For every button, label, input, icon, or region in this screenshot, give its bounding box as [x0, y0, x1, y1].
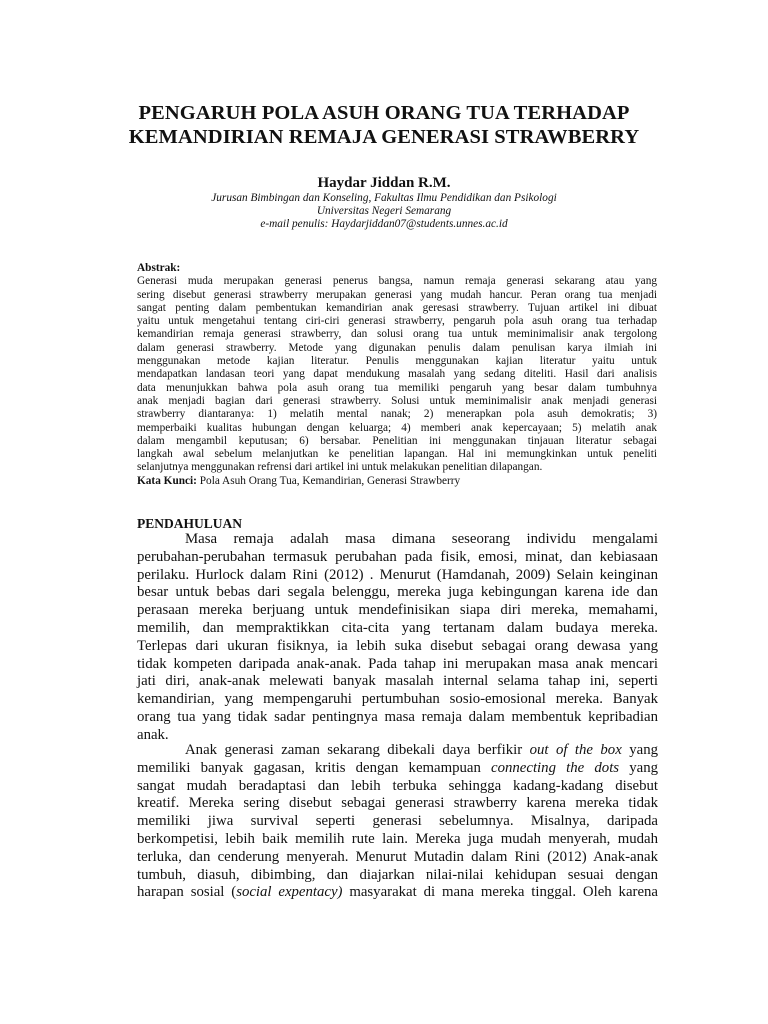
affiliation-line: Jurusan Bimbingan dan Konseling, Fakultas Ilmu Pendidikan dan Psikologi	[211, 192, 557, 204]
abstract-line: data menunjukkan bahwa pola asuh orang tua memiliki pengaruh yang besar dalam tumbuhnya	[137, 381, 657, 394]
affiliation-line: e-mail penulis: Haydarjiddan07@students.unnes.ac.id	[260, 218, 508, 230]
keywords-line	[137, 475, 657, 488]
abstract-line: dalam generasi strawberry. Metode yang digunakan penulis dalam penulisan karya ilmiah ini	[137, 341, 657, 354]
text-run: Anak generasi zaman sekarang dibekali daya berfikir	[185, 742, 530, 758]
paragraph-2	[137, 742, 658, 902]
paragraph-line: tidak kompeten daripada anak-anak. Pada tahap ini merupakan masa anak mencari	[137, 655, 658, 672]
paragraph-line: perilaku. Hurlock dalam Rini (2012) . Menurut (Hamdanah, 2009) Selain keinginan	[137, 566, 658, 583]
paragraph-line: Masa remaja adalah masa dimana seseorang individu mengalami	[185, 531, 658, 547]
abstract-text	[137, 275, 657, 474]
abstract-line: langkah awal sebelum melanjutkan ke penelitian lapangan. Hal ini memungkinkan untuk peneliti	[137, 448, 657, 461]
paragraph-1	[137, 531, 658, 745]
abstract-line: Generasi muda merupakan generasi penerus bangsa, namun remaja generasi sekarang atau yang	[137, 275, 657, 288]
paragraph-line: orang tua yang tidak sadar pentingnya masa remaja dalam membentuk kepribadian	[137, 708, 658, 725]
abstract-label: Abstrak:	[137, 262, 181, 274]
abstract-line: selanjutnya menggunakan refrensi dari artikel ini untuk melakukan penelitian dilapangan.	[137, 461, 543, 474]
keywords-label: Kata Kunci:	[137, 474, 197, 487]
abstract-line: strawberry diantaranya: 1) melatih mental nanak; 2) menerapkan pola asuh demokratis; 3)	[137, 408, 657, 421]
abstract-line: sangat penting dalam pembentukan kemandirian anak geresasi strawberry. Tujuan artikel ini dibuat	[137, 301, 657, 314]
text-run: yang	[619, 759, 659, 776]
italic-run: connecting the dots	[491, 759, 620, 776]
paragraph-line: anak.	[137, 726, 169, 743]
text-run: memiliki jiwa survival seperti generasi sebelumnya. Misalnya, daripada	[137, 813, 658, 830]
italic-run: social expentacy)	[236, 884, 343, 901]
abstract-line: mendapatkan landasan teori yang dapat mendukung masalah yang sedang diteliti. Hasil dari analisis	[137, 368, 657, 381]
text-run: memiliki banyak gagasan, kritis dengan kemampuan	[137, 759, 492, 776]
author-affiliation	[80, 192, 688, 231]
paragraph-line	[137, 849, 658, 867]
paragraph-line	[137, 831, 658, 849]
keywords-text: Pola Asuh Orang Tua, Kemandirian, Generasi Strawberry	[196, 474, 461, 487]
paper-title	[80, 101, 688, 149]
paragraph-line	[137, 742, 658, 760]
text-run: berkompetisi, lebih baik memilih rute lain. Mereka juga mudah menyerah, mudah	[137, 830, 658, 847]
abstract-line: dalam mengambil keputusan; 6) bersabar. Penelitian ini menggunakan tinjauan literatur sebagai	[137, 434, 657, 447]
abstract-line: anak menjadi bagian dari generasi strawberry. Solusi untuk meminimalisir anak menjadi generasi	[137, 394, 657, 407]
paragraph-line	[137, 760, 658, 778]
paragraph-line	[137, 778, 658, 796]
text-run: masyarakat di mana mereka tinggal. Oleh karena	[342, 884, 658, 901]
paragraph-line	[137, 884, 658, 902]
paragraph-line	[137, 813, 658, 831]
author-name: Haydar Jiddan R.M.	[317, 175, 451, 191]
abstract-line: yaitu untuk mengetahui tentang ciri-ciri generasi strawberry, pengaruh pola asuh orang tua terhadap	[137, 315, 657, 328]
paragraph-line: jati diri, anak-anak melewati banyak masalah internal selama tahap ini, seperti	[137, 673, 658, 690]
title-line: KEMANDIRIAN REMAJA GENERASI STRAWBERRY	[128, 126, 640, 148]
paragraph-line: perubahan-perubahan termasuk perubahan pada fisik, emosi, minat, dan kebiasaan	[137, 548, 658, 565]
affiliation-line: Universitas Negeri Semarang	[316, 205, 452, 217]
paragraph-line: kemandirian, yang mempengaruhi pertumbuhan sosio-emosional mereka. Banyak	[137, 691, 658, 708]
paragraph-line: Terlepas dari ukuran fisiknya, ia lebih suka disebut sebagai orang dewasa yang	[137, 637, 658, 654]
text-run: harapan sosial (	[137, 884, 237, 901]
abstract-block	[137, 262, 657, 488]
italic-run: out of the box	[529, 742, 622, 758]
paragraph-line: besar untuk bebas dari segala belenggu, mereka juga kebingungan karena ide dan	[137, 584, 658, 601]
abstract-line: menggunakan metode kajian literatur. Penulis menggunakan kajian literatur yaitu untuk	[137, 355, 657, 368]
paragraph-line	[137, 867, 658, 885]
paragraph-line: memilih, dan mempraktikkan cita-cita yang tertanam dalam budaya mereka.	[137, 619, 658, 636]
title-line: PENGARUH POLA ASUH ORANG TUA TERHADAP	[138, 102, 630, 124]
abstract-line: sering disebut generasi strawberry merupakan generasi yang mudah hancur. Peran orang tua menjadi	[137, 288, 657, 301]
text-run: yang	[621, 742, 658, 758]
text-run: terluka, dan cenderung menyerah. Menurut Mutadin dalam Rini (2012) Anak-anak	[137, 848, 658, 865]
paragraph-line: perasaan mereka berjuang untuk mendefinisikan siapa diri mereka, memahami,	[137, 602, 658, 619]
abstract-line: memperbaiki kualitas hubungan dengan keluarga; 4) memberi anak kepercayaan; 5) melatih anak	[137, 421, 657, 434]
text-run: sangat mudah beradaptasi dan lebih terbuka sehingga kadang-kadang disebut	[137, 777, 658, 794]
text-run: tumbuh, diasuh, dibimbing, dan diajarkan nilai-nilai kehidupan sesuai dengan	[137, 866, 658, 883]
section-heading: PENDAHULUAN	[137, 516, 243, 531]
text-run: kreatif. Mereka sering disebut sebagai generasi strawberry karena mereka tidak	[137, 795, 658, 812]
paragraph-line	[137, 795, 658, 813]
abstract-line: kemandirian remaja generasi strawberry, dan solusi orang tua untuk meminimalisir anak tergolong	[137, 328, 657, 341]
